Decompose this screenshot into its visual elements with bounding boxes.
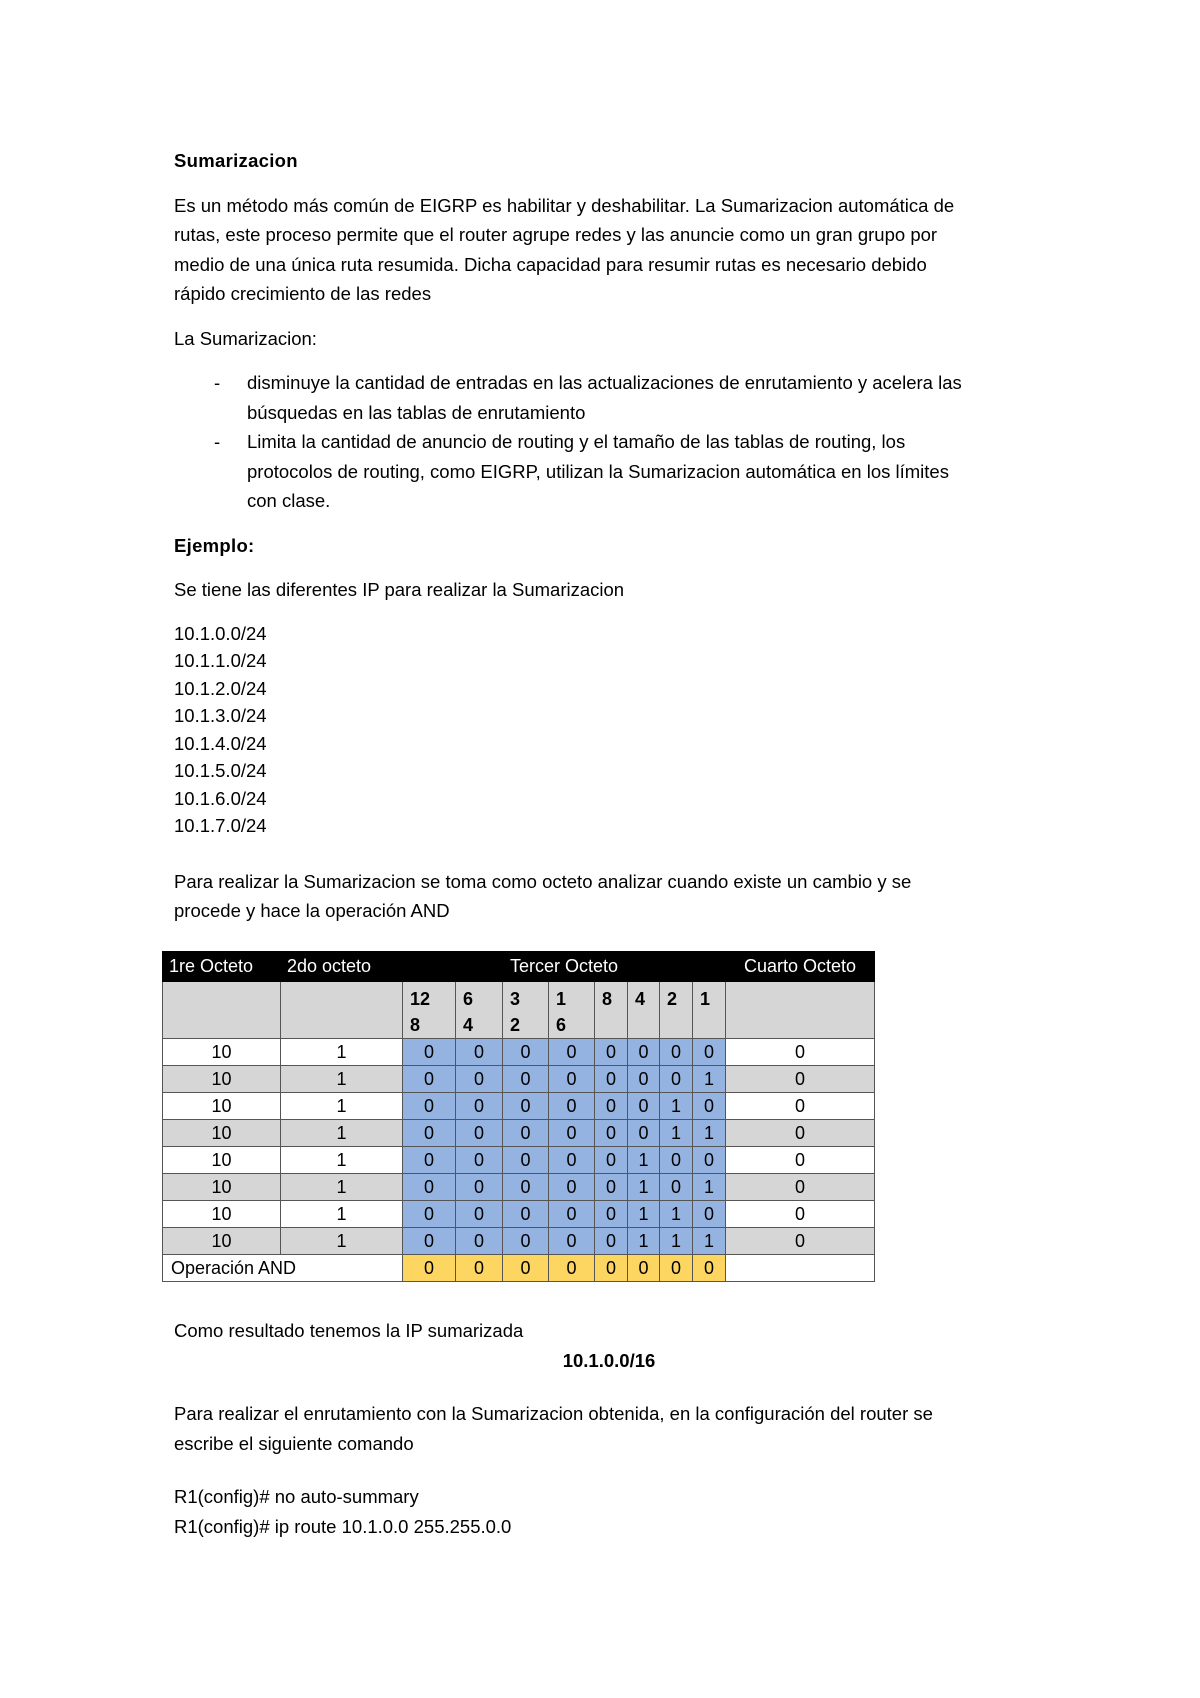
bullet-line: protocolos de routing, como EIGRP, utilizan la Sumarizacion automática en los límites xyxy=(247,460,949,482)
bit-cell: 0 xyxy=(693,1201,726,1228)
text-column xyxy=(174,146,1044,926)
bit-cell: 0 xyxy=(549,1147,595,1174)
example-heading: Ejemplo: xyxy=(174,534,255,556)
header-octet-3: Tercer Octeto xyxy=(403,952,726,982)
bit-label xyxy=(503,982,549,1039)
bit-cell: 0 xyxy=(660,1174,693,1201)
bit-cell: 1 xyxy=(660,1093,693,1120)
bit-cell: 0 xyxy=(503,1039,549,1066)
bit-cell: 0 xyxy=(693,1093,726,1120)
bullet-line: Limita la cantidad de anuncio de routing y el tamaño de las tablas de routing, los xyxy=(247,431,906,452)
bit-cell: 0 xyxy=(503,1066,549,1093)
bullet-line: búsquedas en las tablas de enrutamiento xyxy=(247,401,586,423)
fourth-octet-cell: 0 xyxy=(726,1120,875,1147)
bit-label-line: 12 xyxy=(410,989,431,1009)
ip-item: 10.1.0.0/24 xyxy=(174,622,267,644)
routing-line: Para realizar el enrutamiento con la Sumarizacion obtenida, en la configuración del router se xyxy=(174,1403,933,1424)
ip-item: 10.1.3.0/24 xyxy=(174,705,267,726)
result-text: Como resultado tenemos la IP sumarizada xyxy=(174,1320,524,1341)
bit-cell: 0 xyxy=(549,1093,595,1120)
intro-line: rutas, este proceso permite que el router agrupe redes y las anuncie como un gran grupo por xyxy=(174,224,938,245)
bit-cell: 1 xyxy=(693,1228,726,1255)
bit-cell: 0 xyxy=(403,1120,456,1147)
second-octet-cell: 1 xyxy=(281,1039,403,1066)
bit-label xyxy=(456,982,503,1039)
bit-cell: 0 xyxy=(549,1174,595,1201)
bit-cell: 0 xyxy=(403,1174,456,1201)
bit-label-line: 1 xyxy=(556,989,567,1009)
bit-cell: 0 xyxy=(456,1174,503,1201)
bit-cell: 0 xyxy=(403,1147,456,1174)
bit-cell: 0 xyxy=(403,1039,456,1066)
bit-cell: 0 xyxy=(595,1120,628,1147)
ip-item: 10.1.6.0/24 xyxy=(174,787,267,809)
bit-cell: 0 xyxy=(503,1147,549,1174)
bit-cell: 0 xyxy=(595,1174,628,1201)
bit-label: 1 xyxy=(693,982,726,1039)
ip-item: 10.1.2.0/24 xyxy=(174,677,267,699)
bit-cell: 0 xyxy=(456,1201,503,1228)
second-octet-cell: 1 xyxy=(281,1201,403,1228)
bit-label-line: 8 xyxy=(410,1015,421,1035)
bit-cell: 0 xyxy=(456,1066,503,1093)
fourth-octet-cell: 0 xyxy=(726,1228,875,1255)
bit-cell: 0 xyxy=(456,1039,503,1066)
ip-item: 10.1.4.0/24 xyxy=(174,732,267,754)
command-line: R1(config)# ip route 10.1.0.0 255.255.0.0 xyxy=(174,1515,512,1537)
and-bit-cell: 0 xyxy=(660,1255,693,1282)
table-header-row xyxy=(163,952,875,982)
bit-cell: 0 xyxy=(628,1066,660,1093)
empty-cell xyxy=(726,982,875,1039)
table-row xyxy=(163,1174,875,1201)
first-octet-cell: 10 xyxy=(163,1093,281,1120)
bit-label-line: 4 xyxy=(463,1015,474,1035)
bit-cell: 0 xyxy=(503,1228,549,1255)
bit-label-line: 3 xyxy=(510,989,521,1009)
fourth-octet-cell: 0 xyxy=(726,1066,875,1093)
bit-cell: 0 xyxy=(403,1201,456,1228)
empty-cell xyxy=(163,982,281,1039)
and-bit-cell: 0 xyxy=(595,1255,628,1282)
bit-cell: 0 xyxy=(549,1039,595,1066)
bullet-line: con clase. xyxy=(247,490,331,511)
intro-line: rápido crecimiento de las redes xyxy=(174,283,432,304)
table-row xyxy=(163,1120,875,1147)
bit-cell: 0 xyxy=(403,1066,456,1093)
command-block xyxy=(174,1482,1044,1541)
second-octet-cell: 1 xyxy=(281,1093,403,1120)
ip-item: 10.1.5.0/24 xyxy=(174,760,267,781)
bit-cell: 0 xyxy=(549,1228,595,1255)
result-section xyxy=(174,1316,1044,1541)
list-intro: La Sumarizacion: xyxy=(174,327,317,349)
header-octet-1: 1re Octeto xyxy=(163,952,281,982)
bit-label-line: 2 xyxy=(510,1015,521,1035)
bit-cell: 1 xyxy=(660,1120,693,1147)
bit-label: 2 xyxy=(660,982,693,1039)
bit-cell: 0 xyxy=(595,1066,628,1093)
bit-cell: 0 xyxy=(549,1120,595,1147)
bit-label: 8 xyxy=(595,982,628,1039)
ip-item: 10.1.1.0/24 xyxy=(174,650,267,671)
fourth-octet-cell: 0 xyxy=(726,1174,875,1201)
bit-cell: 0 xyxy=(503,1093,549,1120)
bit-cell: 0 xyxy=(660,1147,693,1174)
section-heading: Sumarizacion xyxy=(174,150,298,171)
bit-cell: 0 xyxy=(595,1228,628,1255)
and-bit-cell: 0 xyxy=(456,1255,503,1282)
first-octet-cell: 10 xyxy=(163,1147,281,1174)
bit-cell: 0 xyxy=(456,1228,503,1255)
bit-label: 4 xyxy=(628,982,660,1039)
and-bit-cell: 0 xyxy=(628,1255,660,1282)
bit-cell: 0 xyxy=(456,1093,503,1120)
table-row xyxy=(163,1066,875,1093)
first-octet-cell: 10 xyxy=(163,1201,281,1228)
header-octet-4: Cuarto Octeto xyxy=(726,952,875,982)
bullet-item xyxy=(174,368,1044,427)
bit-cell: 0 xyxy=(660,1066,693,1093)
procedure-line: procede y hace la operación AND xyxy=(174,900,450,921)
and-bit-cell: 0 xyxy=(403,1255,456,1282)
table-row xyxy=(163,1093,875,1120)
bit-cell: 0 xyxy=(595,1093,628,1120)
bit-cell: 0 xyxy=(456,1147,503,1174)
bit-cell: 0 xyxy=(628,1093,660,1120)
dash-marker: - xyxy=(214,372,221,393)
bit-cell: 0 xyxy=(595,1147,628,1174)
bit-cell: 1 xyxy=(693,1066,726,1093)
first-octet-cell: 10 xyxy=(163,1174,281,1201)
bit-cell: 1 xyxy=(628,1174,660,1201)
bit-label-line: 6 xyxy=(556,1015,567,1035)
bit-cell: 0 xyxy=(503,1201,549,1228)
second-octet-cell: 1 xyxy=(281,1147,403,1174)
bit-cell: 0 xyxy=(403,1093,456,1120)
bit-cell: 0 xyxy=(549,1066,595,1093)
fourth-octet-cell: 0 xyxy=(726,1201,875,1228)
bit-cell: 0 xyxy=(549,1201,595,1228)
empty-cell xyxy=(726,1255,875,1282)
empty-cell xyxy=(281,982,403,1039)
bit-cell: 0 xyxy=(503,1174,549,1201)
bit-cell: 0 xyxy=(628,1120,660,1147)
and-operation-row xyxy=(163,1255,875,1282)
bit-label xyxy=(549,982,595,1039)
second-octet-cell: 1 xyxy=(281,1120,403,1147)
fourth-octet-cell: 0 xyxy=(726,1093,875,1120)
bit-cell: 1 xyxy=(660,1201,693,1228)
table-row xyxy=(163,1147,875,1174)
bit-cell: 0 xyxy=(403,1228,456,1255)
routing-line: escribe el siguiente comando xyxy=(174,1432,414,1454)
first-octet-cell: 10 xyxy=(163,1066,281,1093)
intro-paragraph xyxy=(174,191,1044,309)
bit-cell: 0 xyxy=(456,1120,503,1147)
header-octet-2: 2do octeto xyxy=(281,952,403,982)
table-row xyxy=(163,1201,875,1228)
bit-cell: 1 xyxy=(628,1228,660,1255)
and-bit-cell: 0 xyxy=(549,1255,595,1282)
ip-list xyxy=(174,620,1044,840)
intro-line: Es un método más común de EIGRP es habilitar y deshabilitar. La Sumarizacion automática de xyxy=(174,194,955,216)
bit-cell: 1 xyxy=(693,1120,726,1147)
second-octet-cell: 1 xyxy=(281,1066,403,1093)
first-octet-cell: 10 xyxy=(163,1228,281,1255)
first-octet-cell: 10 xyxy=(163,1120,281,1147)
bit-label xyxy=(403,982,456,1039)
bullet-item xyxy=(174,427,1044,516)
second-octet-cell: 1 xyxy=(281,1174,403,1201)
ip-item: 10.1.7.0/24 xyxy=(174,815,267,836)
and-bit-cell: 0 xyxy=(693,1255,726,1282)
bit-cell: 1 xyxy=(660,1228,693,1255)
command-line: R1(config)# no auto-summary xyxy=(174,1486,419,1507)
bit-cell: 0 xyxy=(660,1039,693,1066)
summarized-ip: 10.1.0.0/16 xyxy=(562,1349,656,1371)
bit-cell: 1 xyxy=(693,1174,726,1201)
table-row xyxy=(163,1039,875,1066)
routing-paragraph xyxy=(174,1399,1044,1458)
second-octet-cell: 1 xyxy=(281,1228,403,1255)
octet-table xyxy=(162,951,875,1282)
fourth-octet-cell: 0 xyxy=(726,1147,875,1174)
procedure-line: Para realizar la Sumarizacion se toma como octeto analizar cuando existe un cambio y se xyxy=(174,870,912,892)
bit-cell: 1 xyxy=(628,1147,660,1174)
and-bit-cell: 0 xyxy=(503,1255,549,1282)
bit-cell: 0 xyxy=(628,1039,660,1066)
bit-cell: 0 xyxy=(503,1120,549,1147)
bit-value-row xyxy=(163,982,875,1039)
bit-cell: 1 xyxy=(628,1201,660,1228)
first-octet-cell: 10 xyxy=(163,1039,281,1066)
fourth-octet-cell: 0 xyxy=(726,1039,875,1066)
bullet-line: disminuye la cantidad de entradas en las actualizaciones de enrutamiento y acelera las xyxy=(247,372,962,393)
bit-cell: 0 xyxy=(595,1039,628,1066)
bit-cell: 0 xyxy=(693,1039,726,1066)
example-intro: Se tiene las diferentes IP para realizar la Sumarizacion xyxy=(174,579,625,600)
dash-marker: - xyxy=(214,431,221,452)
intro-line: medio de una única ruta resumida. Dicha capacidad para resumir rutas es necesario debido xyxy=(174,253,927,275)
bullet-list xyxy=(174,368,1044,516)
bit-cell: 0 xyxy=(693,1147,726,1174)
bit-cell: 0 xyxy=(595,1201,628,1228)
procedure-paragraph xyxy=(174,867,1044,926)
and-label: Operación AND xyxy=(163,1255,403,1282)
table-row xyxy=(163,1228,875,1255)
bit-label-line: 6 xyxy=(463,989,474,1009)
